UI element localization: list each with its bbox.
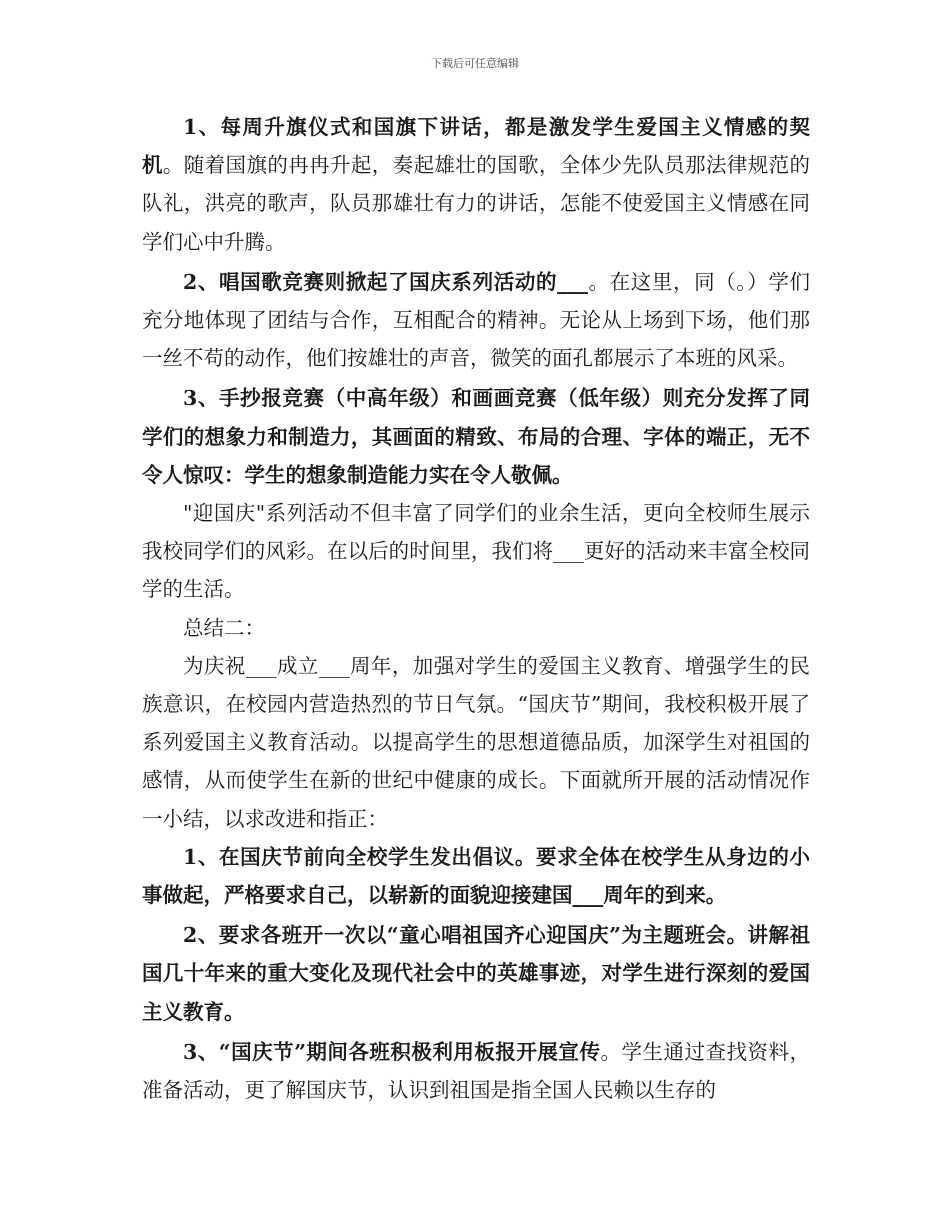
paragraph-handwritten-newspaper: 3、手抄报竞赛（中高年级）和画画竞赛（低年级）则充分发挥了同学们的想象力和制造力，其画面的精致、布局的合理、字体的端正，无不令人惊叹：学生的想象制造能力实在令人敬佩。 — [142, 386, 810, 487]
paragraph-flag-ceremony — [142, 108, 810, 261]
paragraph-flag-ceremony-lead: 1、每周升旗仪式和国旗下讲话，都是激发学生爱国主义情感的契机 — [142, 115, 810, 178]
paragraph-intro-summary-two: 为庆祝___成立___周年，加强对学生的爱国主义教育、增强学生的民族意识，在校园内营造热烈的节日气氛。“国庆节”期间，我校积极开展了系列爱国主义教育活动。以提高学生的思想道德品质，加深学生对祖国的感情，从而使学生在新的世纪中健康的成长。下面就所开展的活动情况作一小结，以求改进和指正： — [142, 653, 810, 831]
paragraph-blackboard — [142, 1033, 810, 1109]
paragraph-class-meeting: 2、要求各班开一次以“童心唱祖国齐心迎国庆”为主题班会。讲解祖国几十年来的重大变化及现代社会中的英雄事迹，对学生进行深刻的爱国主义教育。 — [142, 923, 810, 1024]
section-heading-summary-two: 总结二： — [183, 615, 265, 640]
document-body — [142, 108, 810, 1109]
paragraph-blackboard-body: 。学生通过查找资料，准备活动，更了解国庆节，认识到祖国是指全国人民赖以生存的 — [142, 1039, 810, 1103]
page-header: 下载后可任意编辑 — [431, 57, 519, 70]
paragraph-anthem-contest-body: 。在这里，同（。）学们充分地体现了团结与合作，互相配合的精神。无论从上场到下场，他们那一丝不苟的动作，他们按雄壮的声音，微笑的面孔都展示了本班的风采。 — [142, 269, 811, 371]
paragraph-initiative: 1、在国庆节前向全校学生发出倡议。要求全体在校学生从身边的小事做起，严格要求自己，以崭新的面貌迎接建国___周年的到来。 — [142, 844, 810, 908]
paragraph-activity-summary: "迎国庆"系列活动不但丰富了同学们的业余生活，更向全校师生展示我校同学们的风彩。在以后的时间里，我们将___更好的活动来丰富全校同学的生活。 — [142, 501, 810, 602]
paragraph-anthem-contest — [142, 263, 810, 378]
paragraph-blackboard-lead: 3、“国庆节”期间各班积极利用板报开展宣传 — [183, 1039, 601, 1064]
paragraph-flag-ceremony-body: 。随着国旗的冉冉升起，奏起雄壮的国歌，全体少先队员那法律规范的队礼，洪亮的歌声，队员那雄壮有力的讲话，怎能不使爱国主义情感在同学们心中升腾。 — [142, 153, 811, 254]
paragraph-anthem-contest-lead: 2、唱国歌竞赛则掀起了国庆系列活动的___ — [183, 269, 588, 294]
